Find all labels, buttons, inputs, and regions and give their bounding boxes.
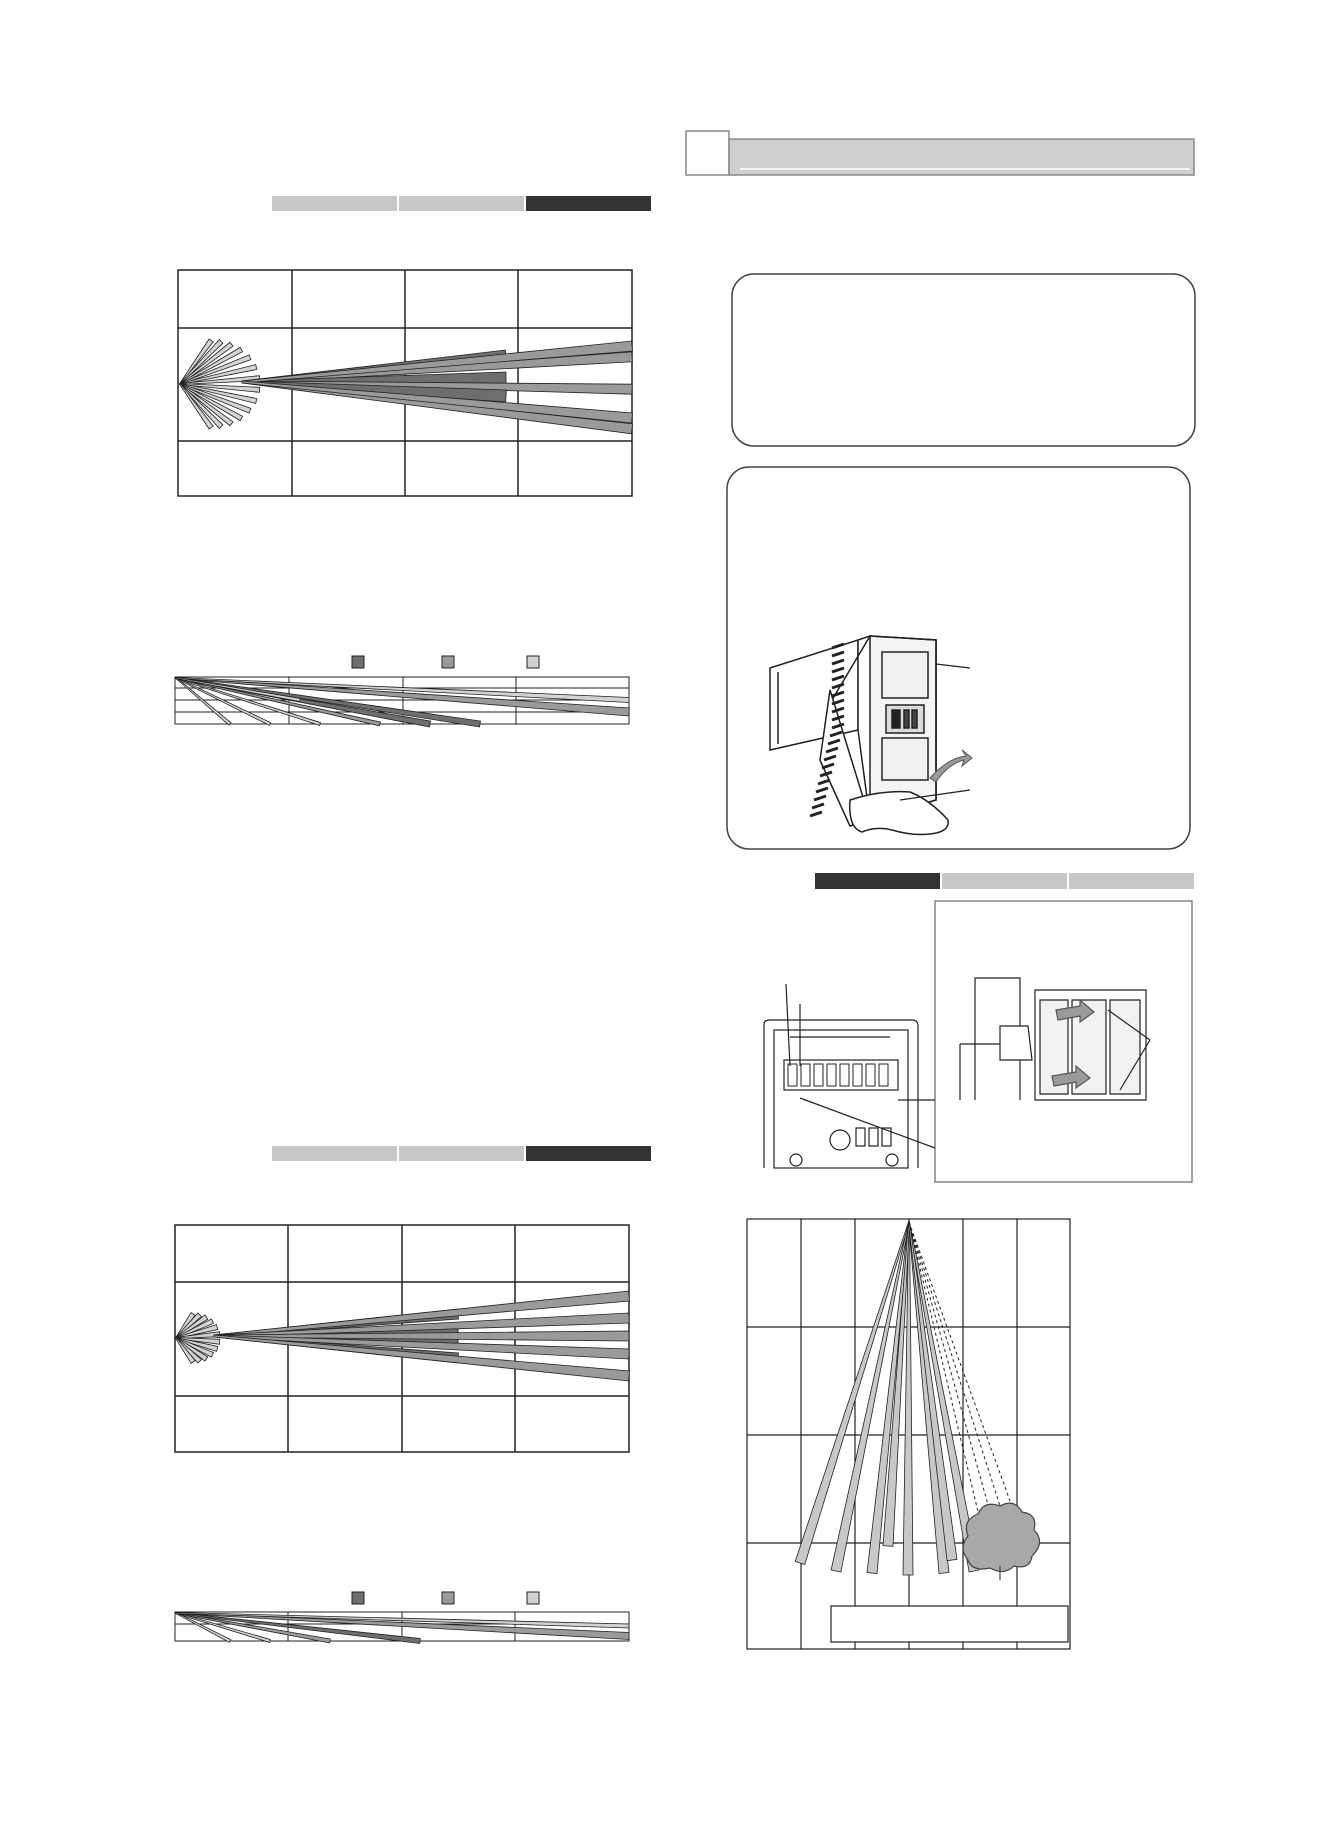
side-view-diagram-1 [175,677,629,727]
tree-icon [963,1503,1040,1571]
rib [810,812,822,816]
rib [818,780,830,784]
coverage-diagram-top-2 [175,1225,629,1452]
side-view-diagram-2 [175,1612,629,1643]
tab-segment-2 [942,873,1067,889]
tab-segment-3-active [526,1146,651,1161]
long-range-beams [214,1291,630,1381]
rib [816,788,828,792]
detector-inside-view [764,901,1192,1182]
tree-coverage-diagram [747,1219,1070,1649]
tab-segment-3 [1069,873,1194,889]
terminal-slot [814,1064,823,1086]
tab-bar-right [815,873,1194,889]
legend-swatch-dark [352,1592,364,1604]
terminal-slot [853,1064,862,1086]
section-header [686,131,1194,175]
tab-segment-1 [272,1146,397,1161]
legend-swatch-mid [442,656,454,668]
legend-swatch-dark [352,656,364,668]
tab-segment-2 [399,1146,524,1161]
detector-illustration-box [727,467,1190,849]
rib [814,796,826,800]
terminal-slot [827,1064,836,1086]
tab-segment-2 [399,196,524,211]
terminal-slot [788,1064,797,1086]
legend-swatch-light [527,656,539,668]
legend-swatch-light [527,1592,539,1604]
terminal-slot [801,1064,810,1086]
zoom-connector-lower [800,1098,935,1148]
terminal-slot [879,1064,888,1086]
beam-legend-2 [352,1592,539,1604]
beam-legend-1 [352,656,539,668]
caption-box [831,1606,1068,1642]
tab-segment-1 [272,196,397,211]
callout-line-1 [786,984,790,1066]
note-box [732,274,1195,446]
section-number-box [686,131,729,175]
coverage-diagram-top-1 [178,270,633,496]
terminal-slot [840,1064,849,1086]
short-range-fan [176,1313,220,1364]
tab-bar-bottom-left [272,1146,651,1161]
callout-line-upper [936,664,970,668]
tab-bar-top-left [272,196,651,211]
rib [812,804,824,808]
tab-segment-3-active [526,196,651,211]
tab-segment-1-active [815,873,940,889]
side-view-beams [176,678,630,727]
long-range-beams [242,341,633,434]
terminal-slot [866,1064,875,1086]
legend-swatch-mid [442,1592,454,1604]
